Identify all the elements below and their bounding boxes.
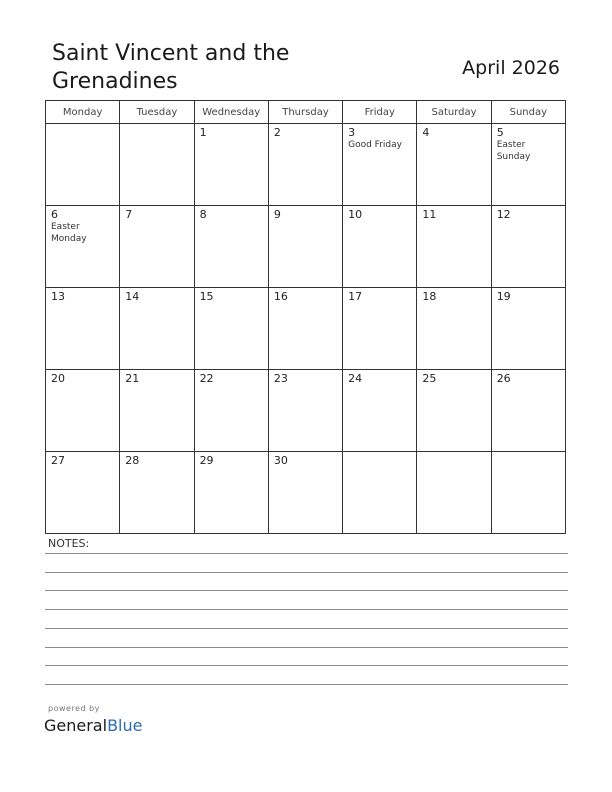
day-number: 20 bbox=[51, 372, 65, 385]
day-number: 19 bbox=[496, 290, 511, 303]
day-cell bbox=[417, 206, 491, 288]
day-number: 4 bbox=[422, 126, 430, 139]
day-cell bbox=[46, 206, 120, 288]
week-row-1 bbox=[46, 124, 566, 206]
weekday-saturday: Saturday bbox=[417, 101, 491, 124]
day-number: 26 bbox=[496, 372, 511, 385]
day-cell bbox=[194, 206, 268, 288]
weekday-sunday: Sunday bbox=[491, 101, 565, 124]
day-number: 28 bbox=[125, 454, 140, 467]
week-row-5 bbox=[46, 452, 566, 534]
day-number: 1 bbox=[199, 126, 207, 139]
day-number: 9 bbox=[273, 208, 281, 221]
holiday-label: Easter Sunday bbox=[496, 140, 531, 162]
day-number: 18 bbox=[422, 290, 437, 303]
day-cell bbox=[46, 124, 120, 206]
page-title: Saint Vincent and the Grenadines bbox=[52, 41, 290, 94]
day-number: 29 bbox=[199, 454, 214, 467]
day-cell bbox=[343, 370, 417, 452]
week-row-4 bbox=[46, 370, 566, 452]
note-line bbox=[45, 553, 568, 554]
day-cell bbox=[417, 288, 491, 370]
powered-by-text: powered by bbox=[48, 704, 100, 713]
note-line bbox=[45, 572, 568, 573]
day-number: 24 bbox=[348, 372, 363, 385]
day-cell bbox=[194, 288, 268, 370]
day-number: 23 bbox=[273, 372, 288, 385]
day-cell bbox=[194, 124, 268, 206]
note-line bbox=[45, 665, 568, 666]
day-number: 2 bbox=[273, 126, 281, 139]
weekday-thursday: Thursday bbox=[268, 101, 342, 124]
day-cell bbox=[120, 370, 194, 452]
day-number: 13 bbox=[51, 290, 65, 303]
day-cell bbox=[491, 124, 565, 206]
day-cell bbox=[491, 206, 565, 288]
weekday-friday: Friday bbox=[343, 101, 417, 124]
day-cell bbox=[120, 124, 194, 206]
day-cell bbox=[120, 288, 194, 370]
day-cell bbox=[491, 452, 565, 534]
day-cell bbox=[194, 452, 268, 534]
day-number: 7 bbox=[125, 208, 133, 221]
weekday-header-row bbox=[46, 101, 566, 124]
day-cell bbox=[417, 124, 491, 206]
day-cell bbox=[268, 452, 342, 534]
day-cell bbox=[343, 206, 417, 288]
note-line bbox=[45, 628, 568, 629]
day-cell bbox=[343, 124, 417, 206]
day-number: 6 bbox=[51, 208, 58, 221]
day-cell bbox=[268, 206, 342, 288]
holiday-label: Easter Monday bbox=[51, 222, 87, 244]
day-number: 15 bbox=[199, 290, 214, 303]
week-row-2 bbox=[46, 206, 566, 288]
brand-blue: Blue bbox=[107, 716, 143, 735]
day-cell bbox=[46, 370, 120, 452]
day-cell bbox=[120, 206, 194, 288]
note-line bbox=[45, 609, 568, 610]
weekday-wednesday: Wednesday bbox=[194, 101, 268, 124]
day-number: 16 bbox=[273, 290, 288, 303]
day-cell bbox=[46, 452, 120, 534]
day-number: 3 bbox=[348, 126, 356, 139]
month-label: April 2026 bbox=[462, 57, 560, 79]
day-cell bbox=[268, 124, 342, 206]
day-number: 10 bbox=[348, 208, 363, 221]
day-cell bbox=[491, 288, 565, 370]
day-number: 8 bbox=[199, 208, 207, 221]
weekday-monday: Monday bbox=[46, 101, 120, 124]
day-number: 11 bbox=[422, 208, 437, 221]
day-cell bbox=[120, 452, 194, 534]
day-number: 27 bbox=[51, 454, 65, 467]
day-number: 17 bbox=[348, 290, 363, 303]
day-number: 22 bbox=[199, 372, 214, 385]
week-row-3 bbox=[46, 288, 566, 370]
day-number: 14 bbox=[125, 290, 140, 303]
day-number: 5 bbox=[496, 126, 504, 139]
day-number: 21 bbox=[125, 372, 140, 385]
day-number: 25 bbox=[422, 372, 437, 385]
notes-label: NOTES: bbox=[48, 537, 90, 550]
note-line bbox=[45, 647, 568, 648]
holiday-label: Good Friday bbox=[348, 140, 402, 150]
day-cell bbox=[46, 288, 120, 370]
generalblue-logo bbox=[44, 716, 142, 736]
day-cell bbox=[268, 288, 342, 370]
day-cell bbox=[417, 370, 491, 452]
calendar-grid bbox=[45, 100, 566, 534]
day-number: 30 bbox=[273, 454, 288, 467]
day-cell bbox=[194, 370, 268, 452]
day-cell bbox=[417, 452, 491, 534]
brand-general: General bbox=[44, 716, 108, 735]
note-line bbox=[45, 590, 568, 591]
day-cell bbox=[343, 452, 417, 534]
day-cell bbox=[268, 370, 342, 452]
day-cell bbox=[343, 288, 417, 370]
note-line bbox=[45, 684, 568, 685]
day-cell bbox=[491, 370, 565, 452]
weekday-tuesday: Tuesday bbox=[120, 101, 194, 124]
day-number: 12 bbox=[496, 208, 511, 221]
